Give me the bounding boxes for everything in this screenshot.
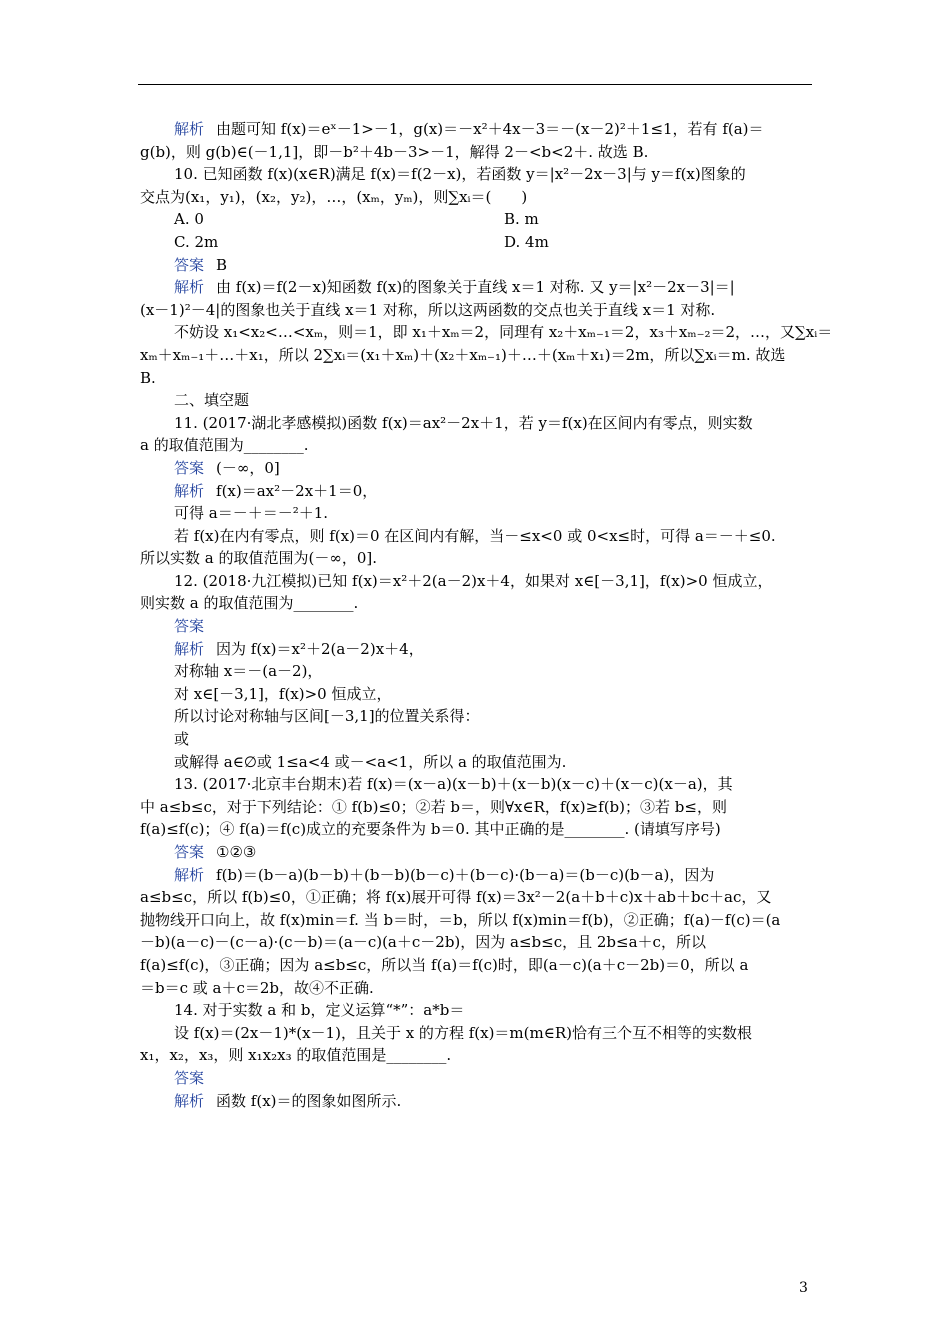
text-line bbox=[140, 660, 816, 683]
option-row bbox=[140, 208, 816, 231]
text-line bbox=[140, 412, 816, 435]
document-body bbox=[140, 118, 833, 1112]
text-line bbox=[140, 299, 816, 322]
line-text: 11. (2017·湖北孝感模拟)函数 f(x)＝ax²－2x＋1，若 y＝f(x)在区间内有零点，则实数 bbox=[174, 413, 753, 432]
line-text: －b)(a－c)－(c－a)·(c－b)＝(a－c)(a＋c－2b)，因为 a≤b≤c，且 2b≤a＋c，所以 bbox=[140, 933, 706, 952]
text-line bbox=[140, 773, 816, 796]
answer-line bbox=[140, 841, 816, 864]
answer-label: 答案 bbox=[174, 617, 205, 636]
line-text: 交点为(x₁，y₁)，(x₂，y₂)，…，(xₘ，yₘ)，则∑xᵢ＝( ) bbox=[140, 187, 528, 206]
line-text: 由 f(x)＝f(2－x)知函数 f(x)的图象关于直线 x＝1 对称. 又 y＝|x²－2x－3|＝| bbox=[216, 278, 735, 297]
text-line bbox=[140, 705, 816, 728]
line-text: xₘ＋xₘ₋₁＋…＋x₁，所以 2∑xᵢ＝(x₁＋xₘ)＋(x₂＋xₘ₋₁)＋…＋(xₘ＋x₁)＝2m，所以∑xᵢ＝m. 故选 bbox=[140, 345, 786, 364]
text-line bbox=[140, 796, 816, 819]
answer-line bbox=[140, 615, 816, 638]
line-text: 14. 对于实数 a 和 b，定义运算“*”：a*b＝ bbox=[174, 1001, 465, 1020]
text-line bbox=[140, 434, 816, 457]
text-line bbox=[140, 954, 816, 977]
text-line bbox=[140, 751, 816, 774]
text-line bbox=[140, 977, 816, 1000]
text-line bbox=[140, 886, 816, 909]
line-text: 抛物线开口向上，故 f(x)min＝f. 当 b＝时，＝b，所以 f(x)min＝f(b)，②正确；f(a)－f(c)＝(a bbox=[140, 910, 781, 929]
analysis-line bbox=[140, 864, 816, 887]
text-line bbox=[140, 141, 816, 164]
analysis-label: 解析 bbox=[174, 278, 205, 297]
line-text: 10. 已知函数 f(x)(x∈R)满足 f(x)＝f(2－x)，若函数 y＝|x²－2x－3|与 y＝f(x)图象的 bbox=[174, 165, 746, 184]
line-text: ①②③ bbox=[216, 843, 257, 861]
line-text: f(a)≤f(c)，③正确；因为 a≤b≤c，所以当 f(a)＝f(c)时，即(a－c)(a＋c－2b)＝0，所以 a bbox=[140, 955, 749, 974]
page-number: 3 bbox=[799, 1280, 808, 1296]
analysis-label: 解析 bbox=[174, 481, 205, 500]
line-text: a≤b≤c，所以 f(b)≤0，①正确；将 f(x)展开可得 f(x)＝3x²－2(a＋b＋c)x＋ab＋bc＋ac，又 bbox=[140, 888, 772, 907]
option-left: A. 0 bbox=[174, 210, 204, 229]
line-text: 所以实数 a 的取值范围为(－∞，0]. bbox=[140, 549, 377, 568]
text-line bbox=[140, 570, 816, 593]
line-text: 或解得 a∈∅或 1≤a<4 或－<a<1，所以 a 的取值范围为. bbox=[174, 752, 567, 771]
text-line bbox=[140, 728, 816, 751]
text-line bbox=[140, 389, 816, 412]
line-text: 13. (2017·北京丰台期末)若 f(x)＝(x－a)(x－b)＋(x－b)(x－c)＋(x－c)(x－a)，其 bbox=[174, 775, 733, 794]
header-rule bbox=[138, 84, 812, 85]
answer-label: 答案 bbox=[174, 1068, 205, 1087]
answer-line bbox=[140, 254, 816, 277]
analysis-line bbox=[140, 118, 816, 141]
line-text: 设 f(x)＝(2x－1)*(x－1)，且关于 x 的方程 f(x)＝m(m∈R)恰有三个互不相等的实数根 bbox=[174, 1023, 752, 1042]
line-text: 对 x∈[－3,1]，f(x)>0 恒成立， bbox=[174, 684, 392, 703]
text-line bbox=[140, 683, 816, 706]
line-text: f(x)＝ax²－2x＋1＝0， bbox=[216, 481, 378, 500]
text-line bbox=[140, 999, 816, 1022]
line-text: 函数 f(x)＝的图象如图所示. bbox=[216, 1091, 402, 1110]
answer-line bbox=[140, 1067, 816, 1090]
line-text: 中 a≤b≤c，对于下列结论：① f(b)≤0；②若 b＝，则∀x∈R，f(x)≥f(b)；③若 b≤，则 bbox=[140, 797, 727, 816]
option-right: B. m bbox=[504, 210, 539, 229]
option-row bbox=[140, 231, 816, 254]
line-text: 因为 f(x)＝x²＋2(a－2)x＋4， bbox=[216, 639, 424, 658]
line-text: 或 bbox=[174, 730, 190, 749]
text-line bbox=[140, 163, 816, 186]
line-text: B. bbox=[140, 368, 156, 387]
text-line bbox=[140, 502, 816, 525]
line-text: 若 f(x)在内有零点，则 f(x)＝0 在区间内有解，当－≤x<0 或 0<x≤时，可得 a＝－＋≤0. bbox=[174, 526, 776, 545]
line-text: (x－1)²－4|的图象也关于直线 x＝1 对称，所以这两函数的交点也关于直线 x＝1 对称. bbox=[140, 300, 716, 319]
text-line bbox=[140, 818, 816, 841]
option-right: D. 4m bbox=[504, 232, 549, 251]
text-line bbox=[140, 186, 816, 209]
answer-line bbox=[140, 457, 816, 480]
line-text: 不妨设 x₁<x₂<…<xₘ，则＝1，即 x₁＋xₘ＝2，同理有 x₂＋xₘ₋₁＝2，x₃＋xₘ₋₂＝2，…，又∑xᵢ＝ bbox=[174, 323, 833, 342]
analysis-line bbox=[140, 1090, 816, 1113]
text-line bbox=[140, 344, 816, 367]
text-line bbox=[140, 367, 816, 390]
analysis-label: 解析 bbox=[174, 120, 205, 138]
text-line bbox=[140, 931, 816, 954]
line-text: (－∞，0] bbox=[216, 458, 280, 477]
analysis-label: 解析 bbox=[174, 639, 205, 658]
text-line bbox=[140, 321, 833, 344]
line-text: 对称轴 x＝－(a－2)， bbox=[174, 662, 323, 681]
text-line bbox=[140, 909, 816, 932]
text-line bbox=[140, 592, 816, 615]
answer-label: 答案 bbox=[174, 458, 205, 477]
line-text: f(a)≤f(c)；④ f(a)＝f(c)成立的充要条件为 b＝0. 其中正确的是________. (请填写序号) bbox=[140, 820, 721, 839]
line-text: a 的取值范围为________. bbox=[140, 436, 309, 455]
text-line bbox=[140, 1044, 816, 1067]
line-text: B bbox=[216, 255, 228, 274]
line-text: 二、填空题 bbox=[174, 391, 250, 410]
line-text: 12. (2018·九江模拟)已知 f(x)＝x²＋2(a－2)x＋4，如果对 x∈[－3,1]，f(x)>0 恒成立， bbox=[174, 571, 773, 590]
line-text: f(b)＝(b－a)(b－b)＋(b－b)(b－c)＋(b－c)·(b－a)＝(b－c)(b－a)，因为 bbox=[216, 865, 715, 884]
analysis-line bbox=[140, 480, 816, 503]
answer-label: 答案 bbox=[174, 255, 205, 274]
line-text: 所以讨论对称轴与区间[－3,1]的位置关系得： bbox=[174, 707, 480, 726]
text-line bbox=[140, 1022, 816, 1045]
line-text: ＝b＝c 或 a＋c＝2b，故④不正确. bbox=[140, 978, 374, 997]
line-text: g(b)，则 g(b)∈(－1,1]，即－b²＋4b－3>－1，解得 2－<b<2＋. 故选 B. bbox=[140, 142, 649, 161]
analysis-label: 解析 bbox=[174, 865, 205, 884]
analysis-line bbox=[140, 276, 816, 299]
text-line bbox=[140, 547, 816, 570]
line-text: 可得 a＝－＋＝－²＋1. bbox=[174, 504, 329, 523]
option-left: C. 2m bbox=[174, 232, 219, 251]
answer-label: 答案 bbox=[174, 843, 205, 861]
analysis-line bbox=[140, 638, 816, 661]
line-text: 则实数 a 的取值范围为________. bbox=[140, 594, 359, 613]
analysis-label: 解析 bbox=[174, 1091, 205, 1110]
line-text: 由题可知 f(x)＝eˣ－1>－1，g(x)＝－x²＋4x－3＝－(x－2)²＋1≤1，若有 f(a)＝ bbox=[216, 120, 764, 138]
line-text: x₁，x₂，x₃，则 x₁x₂x₃ 的取值范围是________. bbox=[140, 1046, 452, 1065]
text-line bbox=[140, 525, 816, 548]
